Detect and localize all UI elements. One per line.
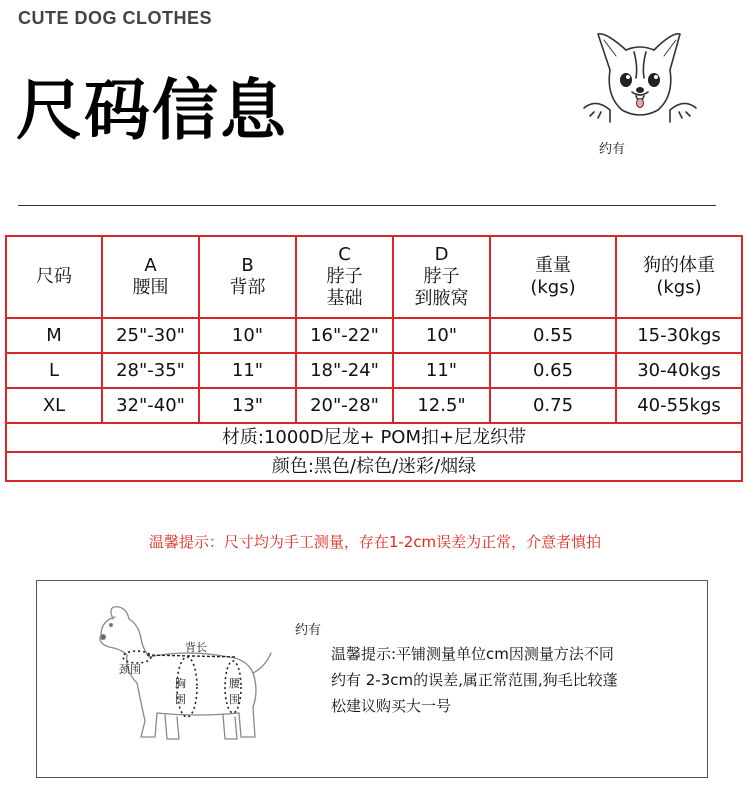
waist-label-bottom: 围 <box>229 693 240 706</box>
table-cell: 20"-28" <box>296 388 393 423</box>
table-cell: M <box>6 318 102 353</box>
table-cell: 0.75 <box>490 388 616 423</box>
table-cell: 16"-22" <box>296 318 393 353</box>
header-letter: D <box>434 244 449 265</box>
about-label: 约有 <box>599 142 626 157</box>
header-label: 脖子 <box>326 266 363 287</box>
header-label: 狗的体重 <box>643 255 715 276</box>
measurement-warning: 温馨提示：尺寸均为手工测量，存在1-2cm误差为正常，介意者慎拍 <box>148 533 602 551</box>
waist-label-top: 腰 <box>229 677 240 690</box>
header-letter: A <box>144 255 157 276</box>
dog-measurement-diagram <box>67 595 277 765</box>
header-label: 到腋窝 <box>414 288 469 309</box>
header-label: 脖子 <box>423 266 460 287</box>
chest-label-top: 胸 <box>175 677 186 690</box>
material-row <box>6 423 742 452</box>
header-cell <box>6 236 102 318</box>
header-cell <box>199 236 296 318</box>
chest-label-bottom: 围 <box>175 693 186 706</box>
table-cell: 18"-24" <box>296 353 393 388</box>
table-cell: 28"-35" <box>102 353 199 388</box>
table-cell: 15-30kgs <box>616 318 742 353</box>
measurement-tip <box>331 641 681 719</box>
measurement-guide <box>36 580 708 778</box>
tip-line: 松建议购买大一号 <box>331 697 452 715</box>
colors-text: 颜色:黑色/棕色/迷彩/烟绿 <box>6 452 742 481</box>
tip-line: 温馨提示:平铺测量单位cm因测量方法不同 <box>331 645 614 663</box>
table-cell: 11" <box>393 353 490 388</box>
table-row <box>6 318 742 353</box>
table-cell: 0.65 <box>490 353 616 388</box>
header-cell <box>393 236 490 318</box>
table-cell: 11" <box>199 353 296 388</box>
header-unit: (kgs) <box>530 277 576 298</box>
tip-line: 约有 2-3cm的误差,属正常范围,狗毛比较蓬 <box>331 671 618 689</box>
header-letter: C <box>338 244 351 265</box>
header-cell <box>102 236 199 318</box>
header-unit: (kgs) <box>656 277 702 298</box>
header-label: 基础 <box>326 288 363 309</box>
table-cell: 30-40kgs <box>616 353 742 388</box>
back-length-label: 背长 <box>185 641 207 654</box>
about-label: 约有 <box>295 623 322 638</box>
table-cell: 32"-40" <box>102 388 199 423</box>
brand-name: CUTE DOG CLOTHES <box>18 8 213 28</box>
table-cell: 40-55kgs <box>616 388 742 423</box>
table-header-row <box>6 236 742 318</box>
material-text: 材质:1000D尼龙+ POM扣+尼龙织带 <box>6 423 742 452</box>
page-title: 尺码信息 <box>16 72 288 149</box>
header-letter: B <box>241 255 254 276</box>
table-cell: 13" <box>199 388 296 423</box>
header-size: 尺码 <box>36 266 72 287</box>
header-cell <box>490 236 616 318</box>
table-cell: 12.5" <box>393 388 490 423</box>
corgi-logo-icon <box>576 26 704 126</box>
header-cell <box>296 236 393 318</box>
table-cell: XL <box>6 388 102 423</box>
table-cell: 0.55 <box>490 318 616 353</box>
table-row <box>6 353 742 388</box>
neck-label: 颈围 <box>119 663 141 676</box>
header-label: 重量 <box>535 255 571 276</box>
table-cell: 10" <box>393 318 490 353</box>
size-table <box>5 235 743 482</box>
header-cell <box>616 236 742 318</box>
divider <box>18 205 716 206</box>
table-cell: L <box>6 353 102 388</box>
table-cell: 25"-30" <box>102 318 199 353</box>
header-label: 背部 <box>229 277 266 298</box>
header-label: 腰围 <box>132 277 169 298</box>
table-cell: 10" <box>199 318 296 353</box>
table-row <box>6 388 742 423</box>
colors-row <box>6 452 742 481</box>
